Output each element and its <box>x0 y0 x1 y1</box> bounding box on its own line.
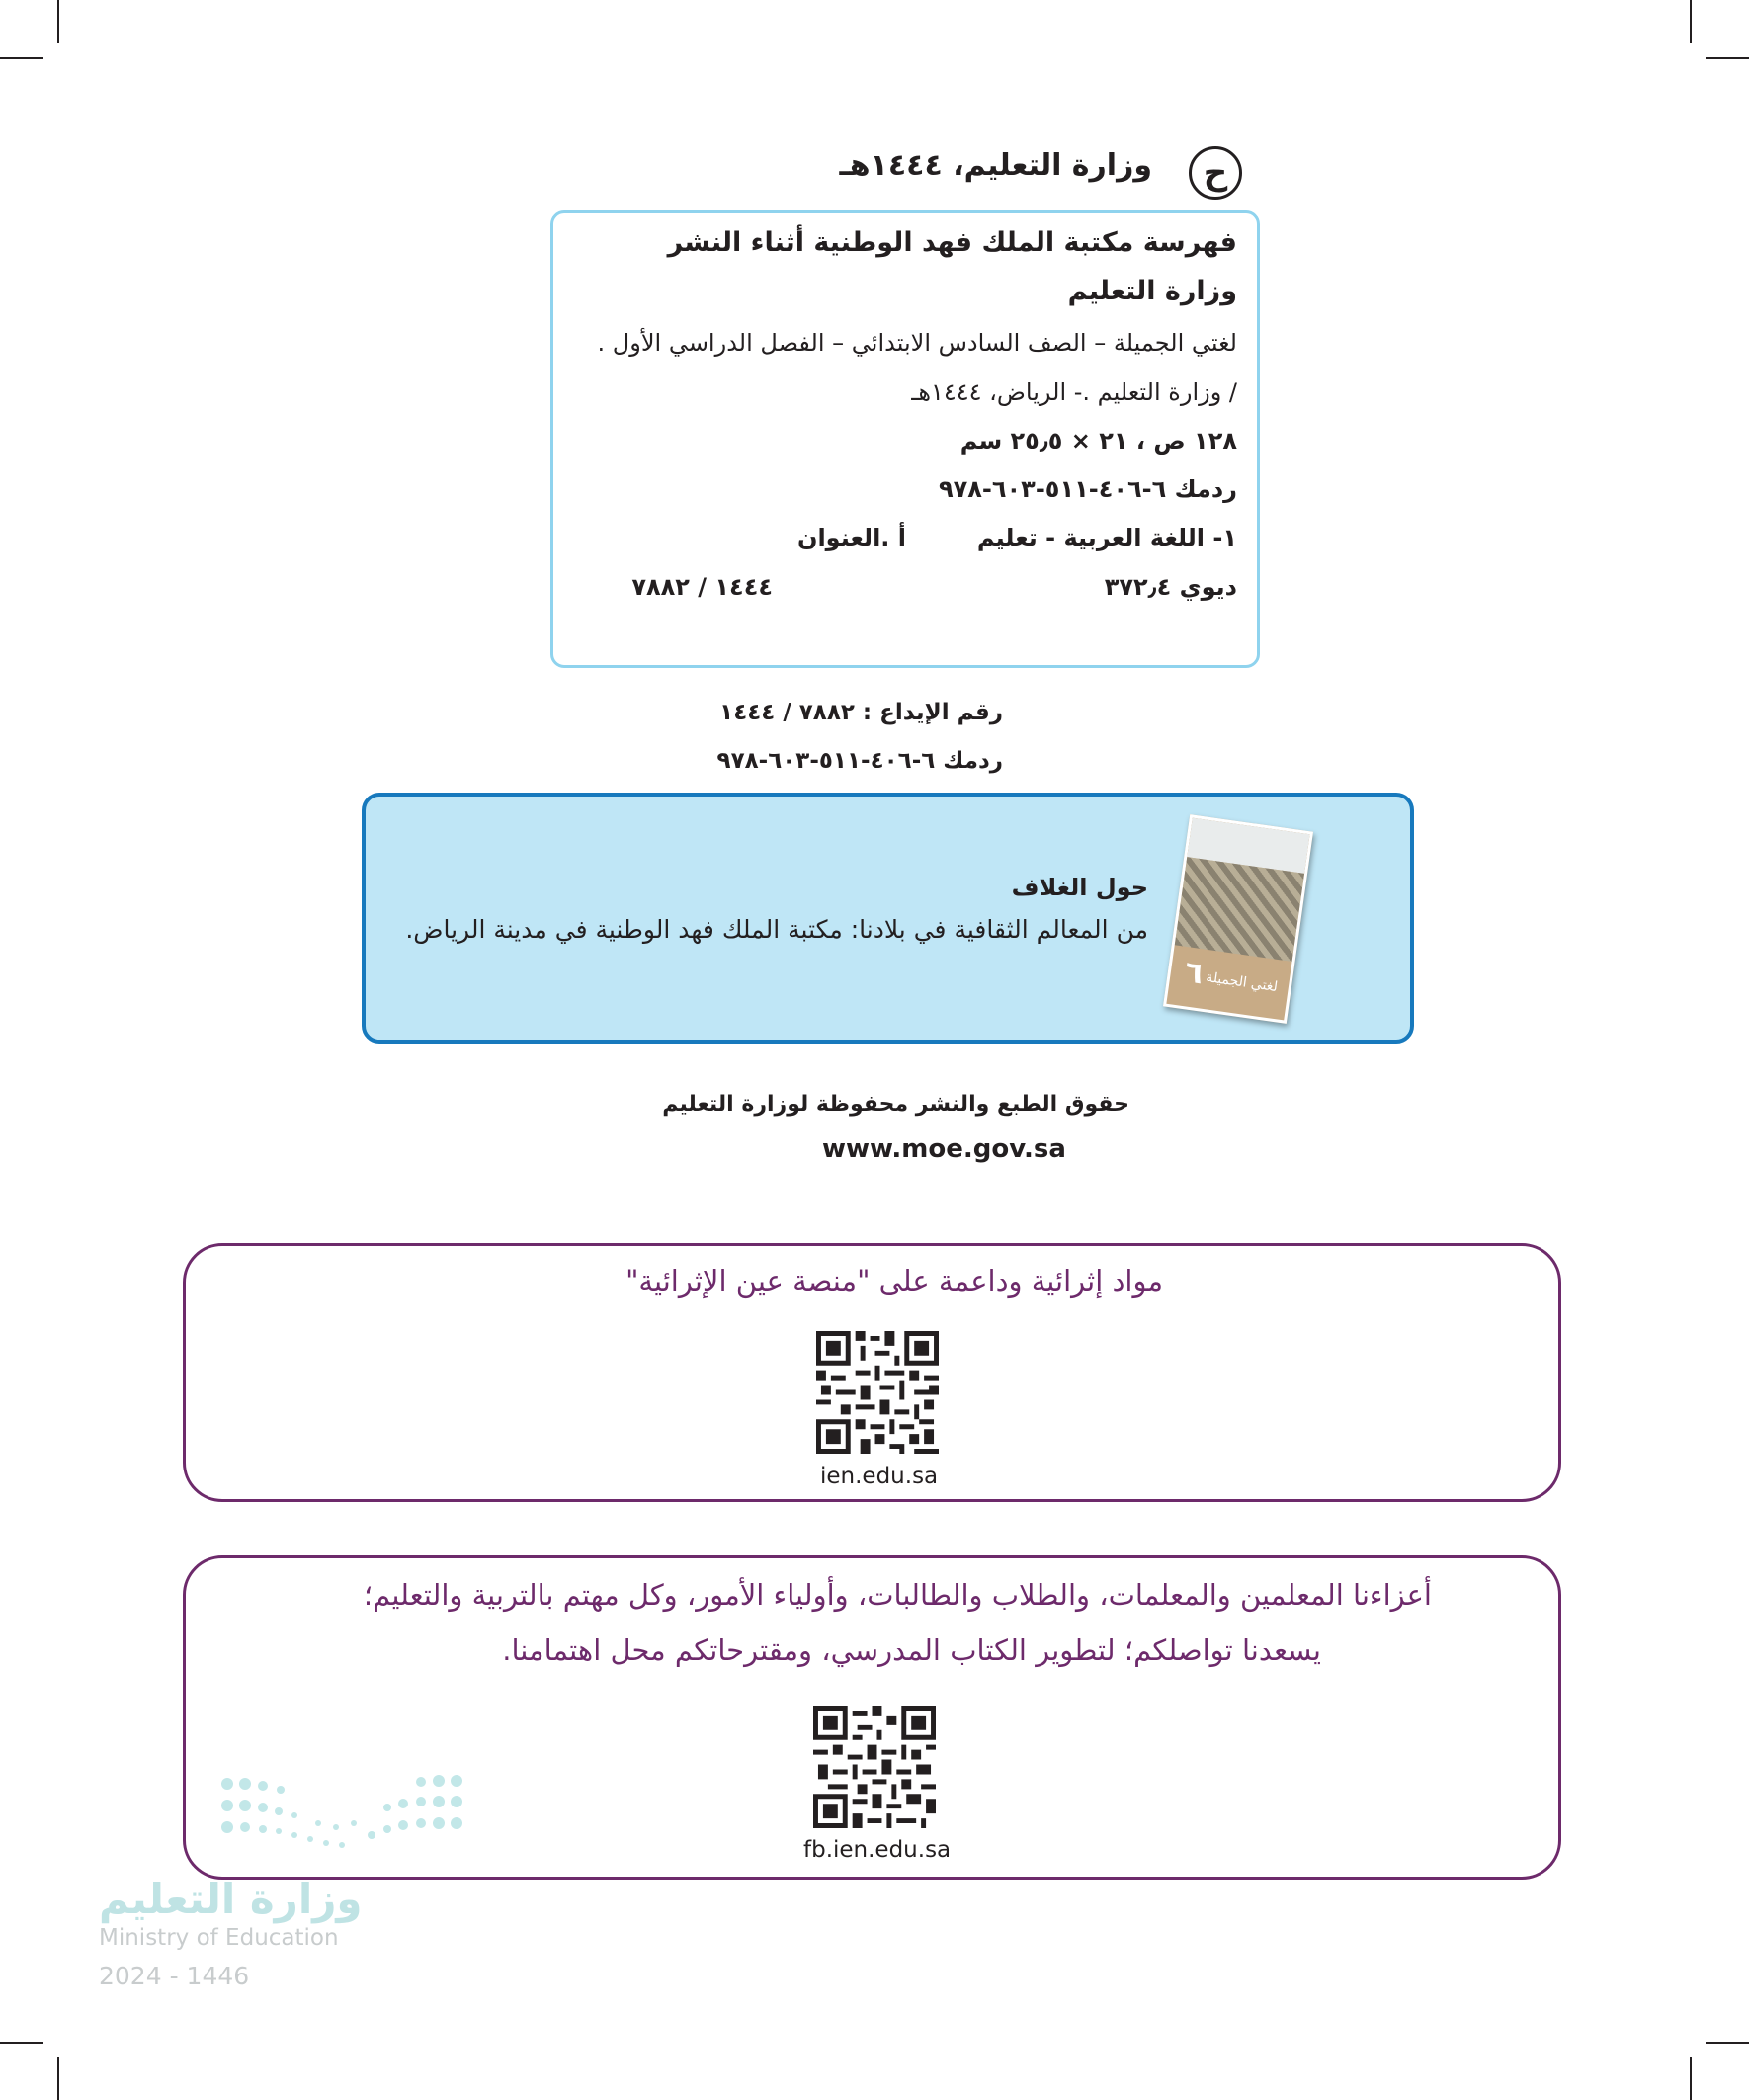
catalog-book-title: لغتي الجميلة – الصف السادس الابتدائي – الفصل الدراسي الأول . <box>597 329 1237 357</box>
website-link[interactable]: www.moe.gov.sa <box>822 1134 1066 1164</box>
ministry-logo-dots <box>219 1774 466 1853</box>
ministry-logo-year: 2024 - 1446 <box>99 1962 250 1990</box>
catalog-dewey-number: ١٤٤٤ / ٧٨٨٢ <box>631 573 773 601</box>
rights-text: حقوق الطبع والنشر محفوظة لوزارة التعليم <box>662 1092 1129 1117</box>
catalog-isbn: ردمك ٦-٤٠٦-٥١١-٦٠٣-٩٧٨ <box>938 475 1237 503</box>
copyright-symbol: ح <box>1189 146 1242 200</box>
catalog-box <box>550 210 1260 668</box>
enrichment-url[interactable]: ien.edu.sa <box>820 1464 939 1489</box>
crop-mark <box>1690 0 1692 43</box>
qr-code-feedback[interactable] <box>813 1706 936 1828</box>
copyright-text: وزارة التعليم، ١٤٤٤هـ <box>839 148 1152 183</box>
crop-mark <box>1706 2042 1749 2044</box>
crop-mark <box>0 2042 43 2044</box>
ministry-logo-arabic: وزارة التعليم <box>99 1875 363 1923</box>
feedback-line-1: أعزاءنا المعلمين والمعلمات، والطلاب والطالبات، وأولياء الأمور، وكل مهتم بالتربية والتعليم؛ <box>363 1578 1432 1612</box>
cover-thumb-title: لغتي الجميلة <box>1205 969 1279 996</box>
catalog-imprint: / وزارة التعليم .- الرياض، ١٤٤٤هـ <box>911 378 1237 406</box>
catalog-pages: ١٢٨ ص ، ٢١ × ٢٥٫٥ سم <box>959 427 1237 455</box>
crop-mark <box>1690 2057 1692 2100</box>
qr-code-ien[interactable] <box>816 1331 939 1454</box>
cover-thumb-grade: ٦ <box>1182 955 1206 992</box>
feedback-line-2: يسعدنا تواصلكم؛ لتطوير الكتاب المدرسي، ومقترحاتكم محل اهتمامنا. <box>502 1634 1321 1667</box>
crop-mark <box>1706 57 1749 59</box>
ministry-logo-english: Ministry of Education <box>99 1925 339 1951</box>
enrichment-box <box>183 1243 1561 1502</box>
cover-info-box <box>362 793 1414 1044</box>
crop-mark <box>57 0 59 43</box>
catalog-subject-1: ١- اللغة العربية - تعليم <box>976 524 1237 551</box>
deposit-isbn: ردمك ٦-٤٠٦-٥١١-٦٠٣-٩٧٨ <box>716 748 1003 774</box>
deposit-number: رقم الإيداع : ٧٨٨٢ / ١٤٤٤ <box>719 700 1003 725</box>
cover-title: حول الغلاف <box>1011 874 1148 901</box>
cover-description: من المعالم الثقافية في بلادنا: مكتبة الملك فهد الوطنية في مدينة الرياض. <box>405 915 1148 944</box>
enrichment-text: مواد إثرائية وداعمة على "منصة عين الإثرائية" <box>625 1264 1163 1298</box>
crop-mark <box>0 57 43 59</box>
catalog-dewey: ديوي ٣٧٢٫٤ <box>1104 573 1237 601</box>
feedback-url[interactable]: fb.ien.edu.sa <box>803 1837 952 1863</box>
catalog-subject-2: أ .العنوان <box>796 524 906 551</box>
catalog-publisher: وزارة التعليم <box>1067 276 1237 306</box>
catalog-heading: فهرسة مكتبة الملك فهد الوطنية أثناء النشر <box>667 227 1237 258</box>
cover-thumbnail <box>1163 814 1313 1024</box>
crop-mark <box>57 2057 59 2100</box>
